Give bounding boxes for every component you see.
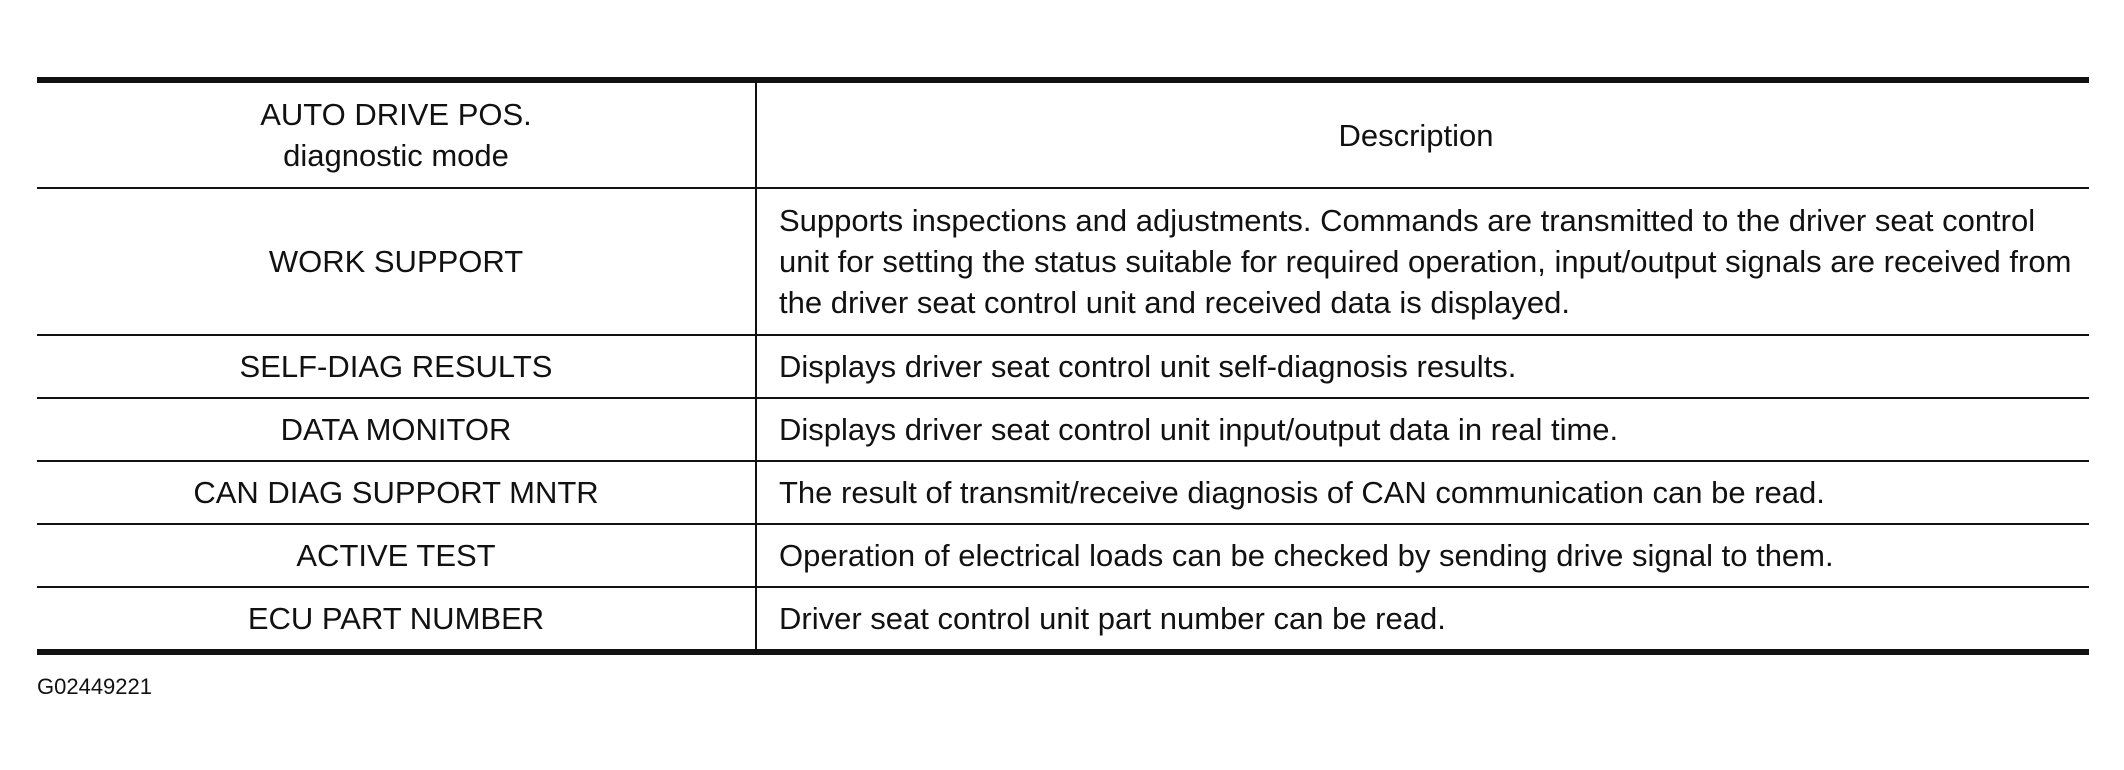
header-mode-line2: diagnostic mode bbox=[283, 138, 509, 173]
diagnostic-mode-table bbox=[37, 77, 2089, 655]
description-cell: Operation of electrical loads can be checked by sending drive signal to them. bbox=[756, 524, 2089, 587]
table-row bbox=[37, 188, 2089, 335]
header-mode bbox=[37, 80, 756, 188]
mode-cell: CAN DIAG SUPPORT MNTR bbox=[37, 461, 756, 524]
figure-code: G02449221 bbox=[37, 674, 152, 699]
description-cell: Displays driver seat control unit input/output data in real time. bbox=[756, 398, 2089, 461]
table-row bbox=[37, 587, 2089, 652]
mode-cell: ECU PART NUMBER bbox=[37, 587, 756, 652]
table-header-row bbox=[37, 80, 2089, 188]
header-mode-line1: AUTO DRIVE POS. bbox=[260, 97, 532, 132]
mode-cell: SELF-DIAG RESULTS bbox=[37, 335, 756, 398]
mode-cell: ACTIVE TEST bbox=[37, 524, 756, 587]
description-cell: Supports inspections and adjustments. Commands are transmitted to the driver seat control unit for setting the status suitable for required operation, input/output signals are received from the driver seat control unit and received data is displayed. bbox=[756, 188, 2089, 335]
table-row bbox=[37, 335, 2089, 398]
description-cell: The result of transmit/receive diagnosis of CAN communication can be read. bbox=[756, 461, 2089, 524]
description-cell: Driver seat control unit part number can be read. bbox=[756, 587, 2089, 652]
table-row bbox=[37, 524, 2089, 587]
header-description: Description bbox=[756, 80, 2089, 188]
mode-cell: DATA MONITOR bbox=[37, 398, 756, 461]
table-row bbox=[37, 461, 2089, 524]
description-cell: Displays driver seat control unit self-diagnosis results. bbox=[756, 335, 2089, 398]
mode-cell: WORK SUPPORT bbox=[37, 188, 756, 335]
table-row bbox=[37, 398, 2089, 461]
